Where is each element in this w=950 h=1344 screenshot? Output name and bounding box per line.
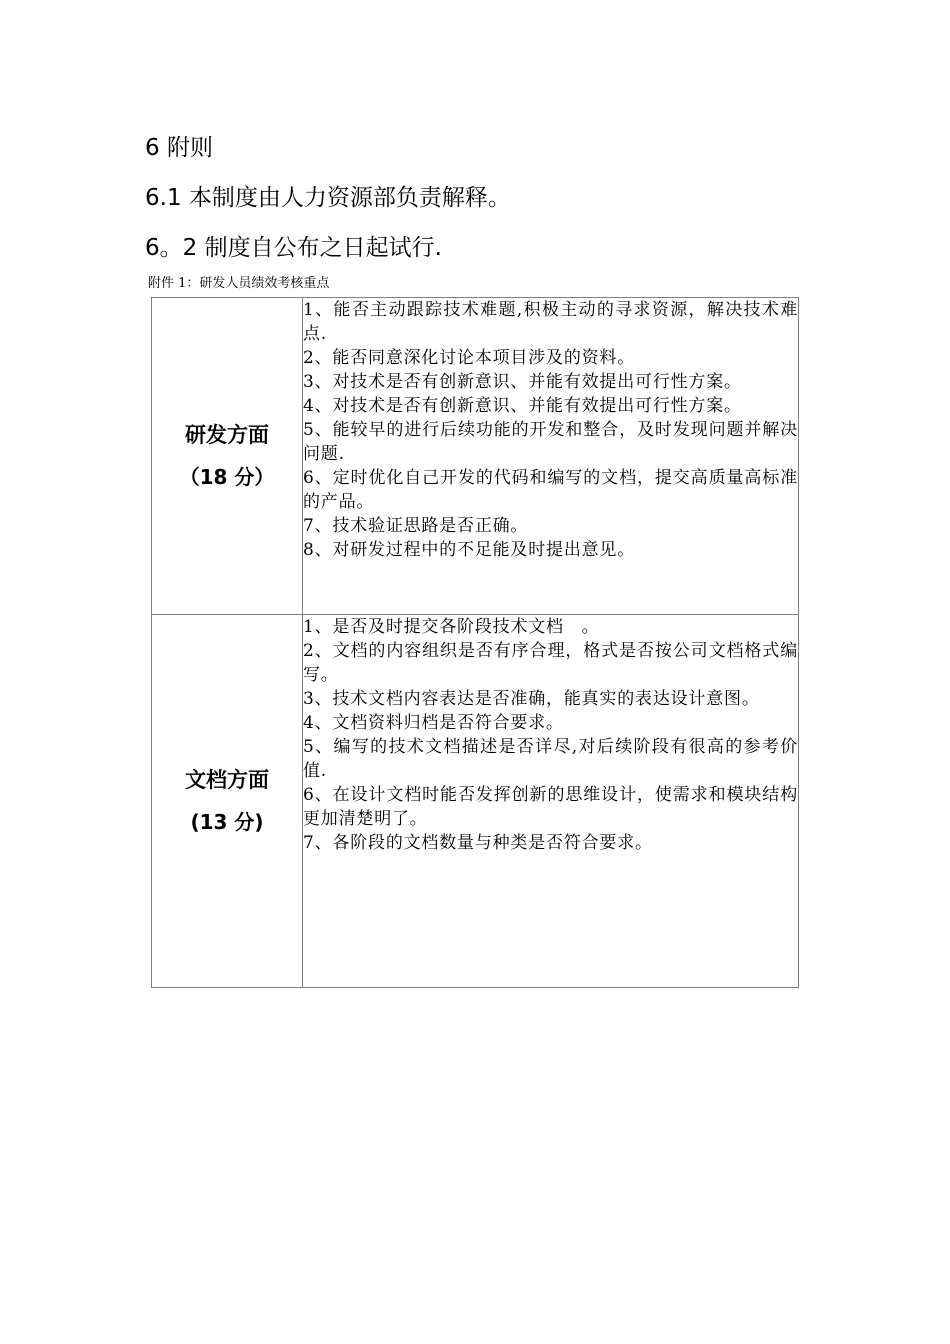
criteria-item: 7、各阶段的文档数量与种类是否符合要求。: [303, 833, 653, 853]
category-title: 文档方面: [185, 768, 269, 792]
criteria-item: 4、对技术是否有创新意识、并能有效提出可行性方案。: [303, 396, 742, 416]
criteria-item: 2、文档的内容组织是否有序合理，格式是否按公司文档格式编写。: [303, 641, 798, 685]
criteria-item: 6、在设计文档时能否发挥创新的思维设计，使需求和模块结构更加清楚明了。: [303, 785, 798, 829]
clause-6-2: 6。2 制度自公布之日起试行.: [145, 235, 442, 261]
criteria-item: 1、能否主动跟踪技术难题,积极主动的寻求资源，解决技术难点.: [303, 300, 798, 344]
table-row: [152, 298, 799, 615]
category-cell: [152, 615, 303, 988]
table-row: [152, 615, 799, 988]
assessment-table: [151, 297, 799, 988]
criteria-item: 2、能否同意深化讨论本项目涉及的资料。: [303, 348, 636, 368]
clause-6-1: 6.1 本制度由人力资源部负责解释。: [145, 185, 511, 211]
criteria-item: 8、对研发过程中的不足能及时提出意见。: [303, 540, 636, 560]
criteria-item: 7、技术验证思路是否正确。: [303, 516, 529, 536]
category-score: （18 分）: [179, 465, 275, 489]
section-heading: 6 附则: [145, 135, 213, 161]
criteria-item: 5、能较早的进行后续功能的开发和整合，及时发现问题并解决问题.: [303, 420, 798, 464]
criteria-item: 4、文档资料归档是否符合要求。: [303, 713, 564, 733]
category-score: (13 分): [190, 810, 264, 834]
criteria-item: 3、技术文档内容表达是否准确，能真实的表达设计意图。: [303, 689, 760, 709]
criteria-item: 3、对技术是否有创新意识、并能有效提出可行性方案。: [303, 372, 742, 392]
criteria-item: 1、是否及时提交各阶段技术文档 。: [303, 617, 600, 637]
criteria-cell: [303, 615, 799, 988]
criteria-item: 5、编写的技术文档描述是否详尽,对后续阶段有很高的参考价值.: [303, 737, 798, 781]
attachment-caption: 附件 1：研发人员绩效考核重点: [148, 276, 330, 291]
category-cell: [152, 298, 303, 615]
criteria-item: 6、定时优化自己开发的代码和编写的文档，提交高质量高标准的产品。: [303, 468, 798, 512]
category-title: 研发方面: [185, 423, 269, 447]
criteria-cell: [303, 298, 799, 615]
